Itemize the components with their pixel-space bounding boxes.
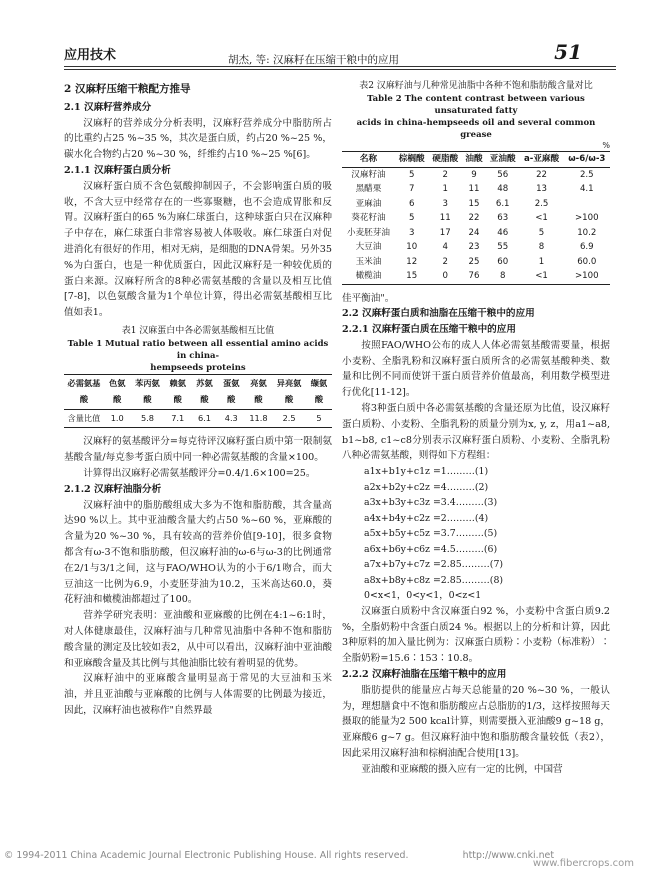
table-cell: 22	[536, 169, 547, 180]
equation: a5x+b5y+c5z =3.7………(5)	[364, 528, 498, 540]
paragraph: 营养学研究表明：亚油酸和亚麻酸的比例在4:1~6:1时，对人体健康最佳，汉麻籽油与几种常见油脂中各种不饱和脂肪酸含量的测定及比较如表2，从中可以看出，汉麻籽油中亚油酸和亚麻酸含量及其比例与其他油脂比较有着明显的优势。	[64, 610, 332, 669]
paragraph: 亚油酸和亚麻酸的摄入应有一定的比例，中国营	[361, 763, 563, 775]
table-cell: 60	[497, 256, 509, 267]
paragraph: 汉麻籽的营养成分分析表明，汉麻籽营养成分中脂肪所占的比重约占25 %~35 %，其次是蛋白质，约占20 %~25 %，碳水化合物约占20 %~30 %，纤维约占10 %~25 %[6]。	[64, 117, 332, 161]
paragraph: 汉麻籽的氨基酸评分=每克待评汉麻籽蛋白质中第一限制氨基酸含量/每克参考蛋白质中同一种必需氨基酸的含量×100。	[64, 436, 332, 464]
table-cell: 8	[499, 271, 506, 281]
table-header-cell: 名称	[359, 154, 378, 164]
table-cell: 12	[406, 256, 418, 267]
table-cell: 22	[468, 213, 480, 223]
table-cell: 7	[408, 184, 415, 194]
equation: a3x+b3y+c3z =3.4………(3)	[364, 497, 498, 509]
table-1	[64, 374, 332, 428]
table-row	[342, 255, 610, 270]
table-row	[342, 226, 610, 241]
section-2-2-2-title: 2.2.2 汉麻籽油脂在压缩干粮中的应用	[342, 668, 507, 680]
equation: a4x+b4y+c2z =2………(4)	[364, 512, 489, 524]
table-cell: 25	[468, 256, 480, 267]
table-cell: 56	[497, 169, 509, 180]
page-number: 51	[554, 40, 582, 64]
left-column	[64, 80, 332, 719]
table-row	[342, 269, 610, 284]
table-cell: 48	[497, 184, 509, 194]
section-2-2-1-title: 2.2.1 汉麻籽蛋白质在压缩干粮中的应用	[342, 324, 516, 336]
table-cell: 9	[471, 169, 477, 180]
table-cell: 葵花籽油	[351, 213, 386, 223]
site-link[interactable]: http://www.cnki.net	[462, 850, 554, 861]
section-2-1-2-title: 2.1.2 汉麻籽油脂分析	[64, 483, 162, 495]
table-cell: >100	[574, 213, 599, 223]
table-header-cell: 色氨酸	[109, 377, 126, 404]
table-cell: 含量比值	[67, 412, 101, 423]
table-2-unit: %	[602, 141, 610, 150]
table-header-cell: 亮氨酸	[250, 377, 267, 404]
table-header-cell: a-亚麻酸	[523, 154, 560, 164]
table-2-caption-en: Table 2 The content contrast between various unsaturated fatty	[367, 94, 585, 116]
table-cell: 11.8	[249, 412, 268, 423]
section-2-1-1-title: 2.1.1 汉麻籽蛋白质分析	[64, 164, 171, 176]
table-cell: 7.1	[171, 412, 185, 423]
header-rule-2	[64, 69, 616, 70]
table-cell: 6	[408, 198, 415, 209]
table-row	[342, 182, 610, 197]
table-cell: 玉米油	[355, 256, 382, 267]
section-2-1-title: 2.1 汉麻籽营养成分	[64, 101, 152, 113]
table-header-row	[64, 374, 332, 409]
paragraph: 脂肪提供的能量应占每天总能量的20 %~30 %，一般认为，理想膳食中不饱和脂肪酸应占总脂肪的1/3，这样按照每天摄取的能量为2 500 kcal计算，则需要摄入亚油酸9 g~18 g，亚麻酸6 g~7 g。但汉麻籽油中饱和脂肪酸含量较低（表2），因此采用汉麻籽油和棕榈油配合使用[13]。	[342, 684, 610, 759]
table-cell: 5	[408, 213, 415, 223]
table-cell: 24	[468, 227, 480, 238]
table-cell: 10	[406, 242, 418, 252]
constraint: 0<x<1，0<y<1，0<z<1	[364, 590, 482, 602]
table-cell: 1.0	[110, 412, 124, 423]
table-header-cell: 棕榈酸	[398, 154, 425, 164]
table-cell: 23	[468, 242, 480, 252]
table-header-cell: 赖氨酸	[169, 377, 186, 404]
watermark: www.fibercrops.com	[532, 858, 634, 869]
copyright-notice: © 1994-2011 China Academic Journal Electronic Publishing House. All rights reserved.	[4, 850, 409, 861]
table-1-caption: 表1 汉麻蛋白中各必需氨基酸相互比值	[121, 325, 275, 336]
table-cell: 17	[439, 227, 451, 238]
table-cell: 10.2	[577, 227, 597, 238]
table-header-cell: 蛋氨酸	[223, 377, 240, 404]
right-column	[342, 80, 610, 778]
table-cell: 2.5	[534, 198, 549, 209]
journal-name: 应用技术	[64, 48, 117, 63]
table-header-cell: 硬脂酸	[432, 154, 459, 164]
table-cell: <1	[535, 213, 548, 223]
table-header-cell: 必需氨基酸	[67, 377, 101, 404]
table-2-caption-en-2: acids in china-hempseeds oil and several common grease	[356, 118, 596, 140]
table-row	[64, 409, 332, 428]
equation: a7x+b7y+c7z =2.85………(7)	[364, 559, 504, 571]
table-cell: 1	[538, 256, 545, 267]
table-cell: 15	[468, 198, 480, 209]
table-1-caption-en: Table 1 Mutual ratio between all essential amino acids in china-	[67, 338, 329, 361]
section-2-2-title: 2.2 汉麻籽蛋白质和油脂在压缩干粮中的应用	[342, 308, 535, 320]
table-2-caption: 表2 汉麻籽油与几种常见油脂中各种不饱和脂肪酸含量对比	[359, 81, 593, 91]
table-row	[342, 197, 610, 212]
table-cell: 60.0	[577, 256, 597, 267]
section-2-title: 2 汉麻籽压缩干粮配方推导	[64, 83, 191, 95]
table-cell: 3	[442, 198, 448, 209]
table-row	[342, 211, 610, 226]
equation: a1x+b1y+c1z =1………(1)	[364, 466, 489, 478]
table-cell: 1	[442, 184, 448, 194]
table-cell: 13	[536, 184, 547, 194]
table-cell: 2.5	[282, 412, 296, 423]
table-cell: 2	[442, 256, 448, 267]
paragraph: 汉麻籽蛋白质不含色氨酸抑制因子，不会影响蛋白质的吸收，不含大豆中经常存在的一些寡聚糖，也不会造成胃胀和反胃。汉麻籽蛋白的65 %为麻仁球蛋白，这种球蛋白只在汉麻种子中存在，麻仁球蛋白非常容易被人体吸收。麻仁球蛋白对促进消化有很好的作用，相对无病，是细胞的DNA骨架。另外35 %为白蛋白，也是一种优质蛋白，因此汉麻籽是一种较优质的蛋白来源。汉麻籽所含的8种必需氨基酸的含量以及相互比值[7-8]，以色氨酸含量为1个单位计算，得出必需氨基酸相互比值如表1。	[64, 180, 332, 319]
paragraph: 汉麻蛋白质粉中含汉麻蛋白92 %，小麦粉中含蛋白质9.2 %，全脂奶粉中含蛋白质24 %。根据以上的分析和计算，因此3种原料的加入量比例为：汉麻蛋白质粉∶小麦粉（标准粉）∶全脂奶粉=15.6∶153∶10.8。	[342, 605, 610, 665]
table-cell: 76	[468, 271, 480, 281]
table-cell: 5.8	[140, 412, 154, 423]
table-cell: 汉麻籽油	[351, 169, 386, 180]
table-header-cell: 油酸	[465, 154, 483, 164]
table-cell: 11	[468, 184, 480, 194]
table-header-cell: 异亮氨酸	[276, 377, 302, 404]
table-1-caption-en-2: hempseeds proteins	[150, 362, 246, 373]
table-cell: 亚麻油	[355, 198, 382, 209]
table-cell: 大豆油	[355, 242, 382, 252]
table-header-cell: 苯丙氨酸	[135, 377, 160, 404]
table-cell	[564, 197, 610, 212]
equation: a6x+b6y+c6z =4.5………(6)	[364, 543, 498, 555]
paragraph: 计算得出汉麻籽必需氨基酸评分=0.4/1.6×100=25。	[83, 467, 316, 479]
table-row	[342, 240, 610, 255]
table-cell: 3	[408, 227, 415, 238]
table-cell: 6.1	[197, 412, 211, 423]
equation: a2x+b2y+c2z =4………(2)	[364, 481, 489, 493]
table-cell: 5	[408, 169, 415, 180]
equation: a8x+b8y+c8z =2.85………(8)	[364, 574, 504, 586]
table-cell: 2	[442, 169, 448, 180]
equation-list	[342, 464, 610, 604]
table-cell: >100	[574, 271, 599, 281]
table-row	[342, 167, 610, 182]
table-cell: 0	[442, 271, 448, 281]
table-cell: 55	[497, 242, 509, 252]
paragraph: 将3种蛋白质中各必需氨基酸的含量还原为比值，设汉麻籽蛋白质粉、小麦粉、全脂乳粉的质量分别为x, y, z，用a1~a8, b1~b8, c1~c8分别表示汉麻籽蛋白质粉、小麦粉、全脂乳粉八种必需氨基酸，则得如下方程组：	[342, 403, 610, 462]
table-cell: 6.9	[579, 242, 594, 252]
table-cell: 橄榄油	[355, 271, 382, 281]
table-cell: 5	[538, 227, 545, 238]
table-header-cell: 亚油酸	[489, 154, 516, 164]
paragraph: 佳平衡油"。	[342, 292, 395, 304]
table-cell: 4.1	[579, 184, 594, 194]
table-cell: 2.5	[579, 169, 594, 180]
table-cell: 4.3	[224, 412, 238, 423]
running-title: 胡杰, 等: 汉麻籽在压缩干粮中的应用	[228, 54, 400, 66]
table-cell: 5	[316, 412, 322, 423]
table-cell: 8	[538, 242, 545, 252]
table-2	[342, 151, 610, 285]
table-cell: 黑醋栗	[355, 184, 382, 194]
table-cell: 6.1	[495, 198, 510, 209]
paragraph: 汉麻籽油中的亚麻酸含量明显高于常见的大豆油和玉米油，并且亚油酸与亚麻酸的比例与人体需要的比例最为接近，因此，汉麻籽油也被称作"自然界最	[64, 673, 332, 716]
table-header-row	[342, 152, 610, 168]
table-cell: 11	[439, 213, 451, 223]
header-rule	[64, 66, 616, 67]
table-header-cell: 缬氨酸	[310, 377, 328, 404]
table-header-cell: 苏氨酸	[196, 377, 213, 404]
table-cell: 4	[442, 242, 448, 252]
table-cell: <1	[535, 271, 548, 281]
table-cell: 小麦胚芽油	[346, 227, 390, 238]
table-cell: 63	[497, 213, 509, 223]
table-header-cell: ω-6/ω-3	[568, 154, 606, 164]
table-cell: 15	[406, 271, 418, 281]
paragraph: 汉麻籽油中的脂肪酸组成大多为不饱和脂肪酸，其含量高达90 %以上。其中亚油酸含量大约占50 %~60 %，亚麻酸的含量为20 %~30 %，具有较高的营养价值[9-10]，很多食物都含有ω-3不饱和脂肪酸，但汉麻籽油的ω-6与ω-3的比例通常在2/1与3/1之间，这与FAO/WHO认为的小于6/1吻合，而大豆油这一比例为6.9，小麦胚芽油为10.2，玉米高达60.0，葵花籽油和橄榄油都超过了100。	[64, 499, 332, 606]
paragraph: 按照FAO/WHO公布的成人人体必需氨基酸需要量，根据小麦粉、全脂乳粉和汉麻籽蛋白质所含的必需氨基酸种类、数量和比例不同而使饼干蛋白质营养价值最高，利用数学模型进行优化[11-12]。	[342, 339, 610, 399]
table-cell: 46	[497, 227, 509, 238]
